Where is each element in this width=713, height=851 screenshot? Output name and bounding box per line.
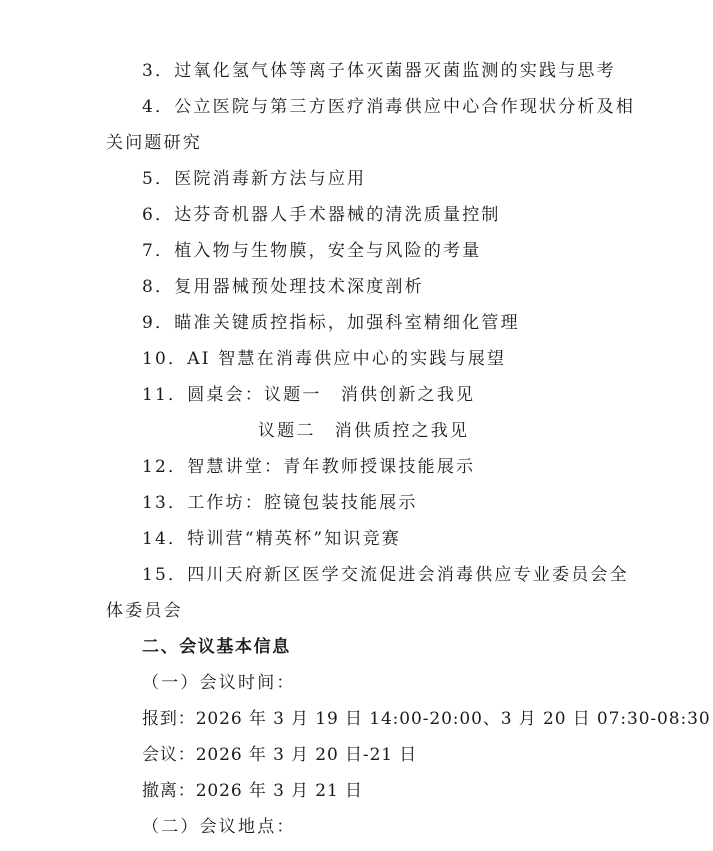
agenda-item-13: 13．工作坊：腔镜包装技能展示 (142, 493, 418, 513)
meeting-time-heading: （一）会议时间： (142, 673, 296, 693)
agenda-item-3: 3．过氧化氢气体等离子体灭菌器灭菌监测的实践与思考 (142, 61, 616, 81)
agenda-item-12: 12．智慧讲堂：青年教师授课技能展示 (142, 457, 476, 477)
agenda-item-11-line1: 11．圆桌会：议题一 消供创新之我见 (142, 385, 476, 405)
agenda-item-4-line1: 4．公立医院与第三方医疗消毒供应中心合作现状分析及相 (142, 97, 636, 117)
agenda-item-5: 5．医院消毒新方法与应用 (142, 169, 367, 189)
agenda-item-10: 10．AI 智慧在消毒供应中心的实践与展望 (142, 349, 507, 369)
registration-time: 报到：2026 年 3 月 19 日 14:00-20:00、3 月 20 日 07:30-08:30 (142, 709, 711, 729)
section-heading: 二、会议基本信息 (142, 637, 291, 657)
agenda-item-8: 8．复用器械预处理技术深度剖析 (142, 277, 424, 297)
meeting-dates: 会议：2026 年 3 月 20 日-21 日 (142, 745, 418, 765)
agenda-item-15-line2: 体委员会 (106, 601, 183, 621)
agenda-item-15-line1: 15．四川天府新区医学交流促进会消毒供应专业委员会全 (142, 565, 629, 585)
agenda-item-11-line2: 议题二 消供质控之我见 (258, 421, 470, 441)
agenda-item-6: 6．达芬奇机器人手术器械的清洗质量控制 (142, 205, 501, 225)
agenda-item-9: 9．瞄准关键质控指标，加强科室精细化管理 (142, 313, 520, 333)
agenda-item-7: 7．植入物与生物膜，安全与风险的考量 (142, 241, 482, 261)
departure-date: 撤离：2026 年 3 月 21 日 (142, 781, 363, 801)
meeting-location-heading: （二）会议地点： (142, 817, 296, 837)
agenda-item-14: 14．特训营“精英杯”知识竞赛 (142, 529, 402, 549)
agenda-item-4-line2: 关问题研究 (106, 133, 202, 153)
